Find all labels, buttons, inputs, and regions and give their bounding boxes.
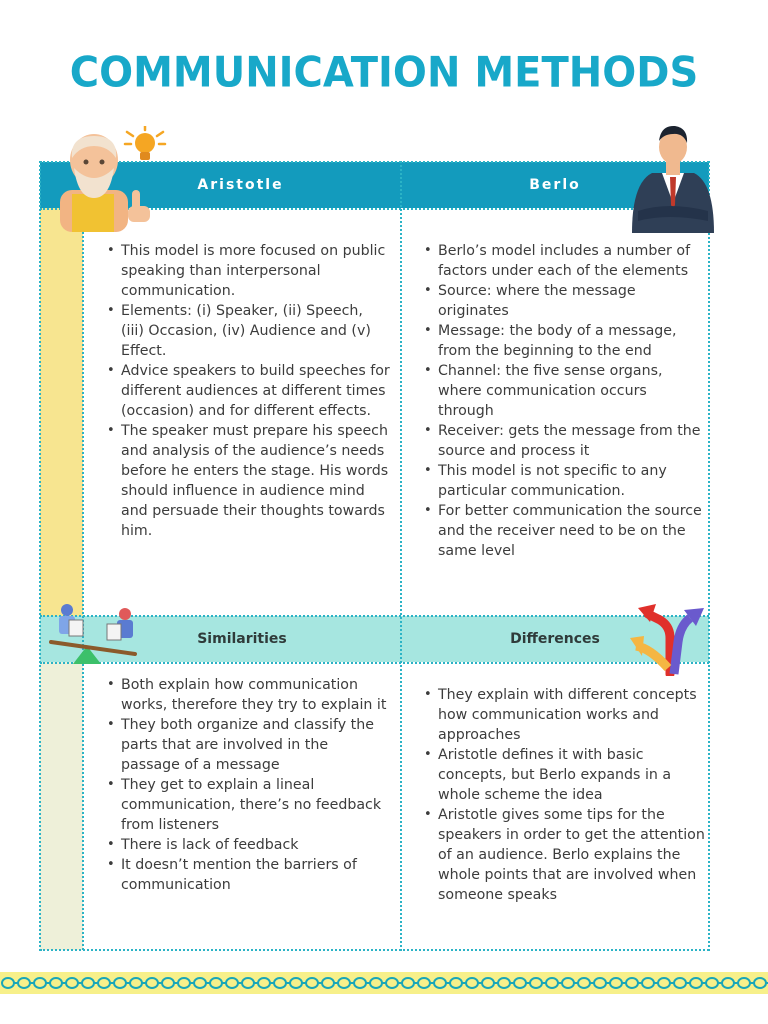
balance-scale-icon xyxy=(47,598,141,670)
chain-pattern xyxy=(0,972,768,994)
table-divider-middle xyxy=(400,161,402,951)
berlo-item: • Source: where the message originates xyxy=(421,281,705,321)
side-band-top xyxy=(40,208,83,616)
aristotle-header-label: Aristotle xyxy=(197,177,284,193)
aristotle-item: • The speaker must prepare his speech and analysis of the audience’s needs before he enters the stage. His words should influence in audience mind and persuade their thoughts towards him. xyxy=(104,421,390,541)
differences-header-label: Differences xyxy=(510,631,600,647)
businessman-icon xyxy=(628,123,718,233)
aristotle-list xyxy=(104,241,390,541)
table-border-right xyxy=(708,161,710,951)
table-border-bottom xyxy=(40,949,709,951)
berlo-header-label: Berlo xyxy=(529,177,581,193)
differences-list xyxy=(421,685,705,905)
berlo-item: • This model is not specific to any particular communication. xyxy=(421,461,705,501)
similarities-item: • They get to explain a lineal communication, there’s no feedback from listeners xyxy=(104,775,390,835)
differences-item: • They explain with different concepts how communication works and approaches xyxy=(421,685,705,745)
similarities-item: • It doesn’t mention the barriers of communication xyxy=(104,855,390,895)
berlo-list xyxy=(421,241,705,561)
berlo-item: • Channel: the five sense organs, where communication occurs through xyxy=(421,361,705,421)
similarities-header-label: Similarities xyxy=(197,631,287,647)
footer-border xyxy=(0,972,768,994)
differences-item: • Aristotle defines it with basic concepts, but Berlo expands in a whole scheme the idea xyxy=(421,745,705,805)
berlo-item: • Berlo’s model includes a number of factors under each of the elements xyxy=(421,241,705,281)
side-band-bottom xyxy=(40,662,83,950)
diverging-arrows-icon xyxy=(630,598,712,676)
berlo-item: • For better communication the source and the receiver need to be on the same level xyxy=(421,501,705,561)
aristotle-item: • Elements: (i) Speaker, (ii) Speech, (iii) Occasion, (iv) Audience and (v) Effect. xyxy=(104,301,390,361)
differences-item: • Aristotle gives some tips for the speakers in order to get the attention of an audience. Berlo explains the whole points that are involved when someone speaks xyxy=(421,805,705,905)
table-divider-side xyxy=(82,208,84,950)
berlo-item: • Receiver: gets the message from the source and process it xyxy=(421,421,705,461)
similarities-item: • Both explain how communication works, therefore they try to explain it xyxy=(104,675,390,715)
berlo-item: • Message: the body of a message, from the beginning to the end xyxy=(421,321,705,361)
similarities-list xyxy=(104,675,390,895)
similarities-item: • There is lack of feedback xyxy=(104,835,390,855)
lightbulb-icon xyxy=(123,126,167,166)
aristotle-item: • Advice speakers to build speeches for different audiences at different times (occasion) and for different effects. xyxy=(104,361,390,421)
page-title: COMMUNICATION METHODS xyxy=(69,48,699,98)
table-border-left xyxy=(39,161,41,951)
similarities-item: • They both organize and classify the parts that are involved in the passage of a message xyxy=(104,715,390,775)
aristotle-item: • This model is more focused on public speaking than interpersonal communication. xyxy=(104,241,390,301)
